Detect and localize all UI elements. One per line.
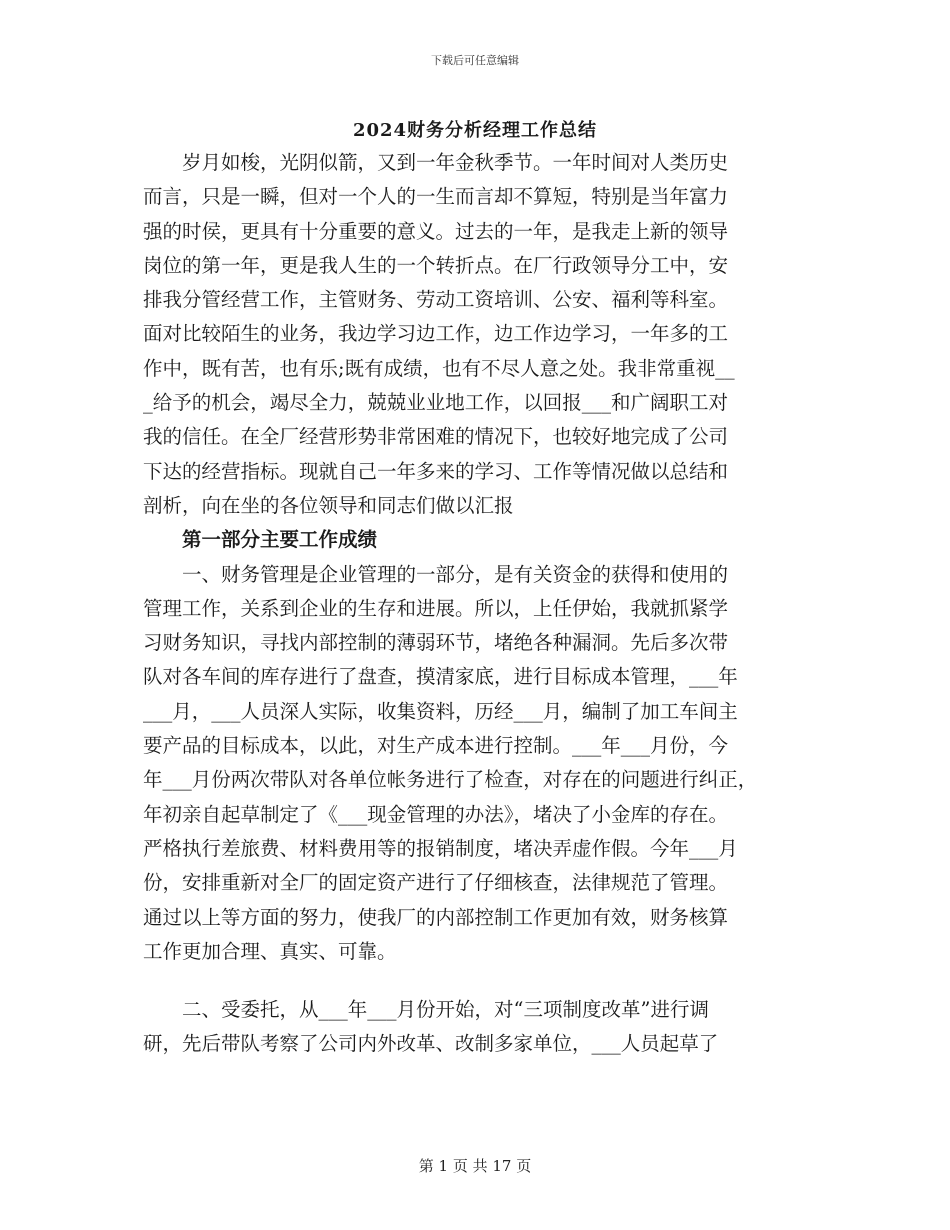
paragraph-line: 面对比较陌生的业务，我边学习边工作，边工作边学习，一年多的工 — [143, 322, 729, 346]
paragraph-line: 一、财务管理是企业管理的一部分，是有关资金的获得和使用的 — [143, 562, 729, 586]
paragraph-line: 年___月份两次带队对各单位帐务进行了检查，对存在的问题进行纠正， — [143, 768, 758, 792]
paragraph-line: 强的时侯，更具有十分重要的意义。过去的一年，是我走上新的领导 — [143, 219, 729, 243]
paragraph-line: 工作更加合理、真实、可靠。 — [143, 939, 397, 963]
paragraph-line: 岗位的第一年，更是我人生的一个转折点。在厂行政领导分工中，安 — [143, 253, 729, 277]
section-heading: 第一部分主要工作成绩 — [143, 528, 378, 552]
paragraph-line: 排我分管经营工作，主管财务、劳动工资培训、公安、福利等科室。 — [143, 288, 729, 312]
paragraph-line: 研，先后带队考察了公司内外改革、改制多家单位，___人员起草了 — [143, 1032, 719, 1056]
document-title: 2024财务分析经理工作总结 — [352, 120, 598, 141]
paragraph-spacer — [143, 969, 813, 993]
paragraph-line: 要产品的目标成本，以此，对生产成本进行控制。___年___月份，今 — [143, 734, 729, 758]
paragraph-line: 份，安排重新对全厂的固定资产进行了仔细核查，法律规范了管理。 — [143, 871, 729, 895]
paragraph-line: 管理工作，关系到企业的生存和进展。所以，上任伊始，我就抓紧学 — [143, 596, 729, 620]
document-body — [143, 146, 813, 1062]
paragraph-line: 队对各车间的库存进行了盘查，摸清家底，进行目标成本管理，___年 — [143, 665, 738, 689]
paragraph-line: 岁月如梭，光阴似箭，又到一年金秋季节。一年时间对人类历史 — [143, 151, 729, 174]
paragraph-line: 我的信任。在全厂经营形势非常困难的情况下，也较好地完成了公司 — [143, 425, 729, 449]
page-number-footer: 第 1 页 共 17 页 — [418, 1157, 532, 1175]
paragraph-line: 习财务知识，寻找内部控制的薄弱环节，堵绝各种漏洞。先后多次带 — [143, 631, 729, 655]
paragraph-line: 剖析，向在坐的各位领导和同志们做以汇报 — [143, 493, 514, 517]
paragraph-line: 作中，既有苦，也有乐;既有成绩，也有不尽人意之处。我非常重视__ — [143, 356, 735, 380]
paragraph-line: ___月，___人员深人实际，收集资料，历经___月，编制了加工车间主 — [143, 699, 738, 723]
paragraph-line: 年初亲自起草制定了《___现金管理的办法》，堵决了小金库的存在。 — [143, 802, 729, 826]
paragraph-line: 下达的经营指标。现就自己一年多来的学习、工作等情况做以总结和 — [143, 459, 729, 483]
paragraph-line: 严格执行差旅费、材料费用等的报销制度，堵决弄虚作假。今年___月 — [143, 836, 738, 860]
paragraph-line: _给予的机会，竭尽全力，兢兢业业地工作，以回报___和广阔职工对 — [143, 391, 729, 415]
paragraph-line: 而言，只是一瞬，但对一个人的一生而言却不算短，特别是当年富力 — [143, 185, 729, 209]
paragraph-line: 二、受委托，从___年___月份开始，对“三项制度改革”进行调 — [143, 998, 709, 1022]
page-header-note: 下载后可任意编辑 — [431, 54, 519, 67]
paragraph-line: 通过以上等方面的努力，使我厂的内部控制工作更加有效，财务核算 — [143, 905, 729, 929]
